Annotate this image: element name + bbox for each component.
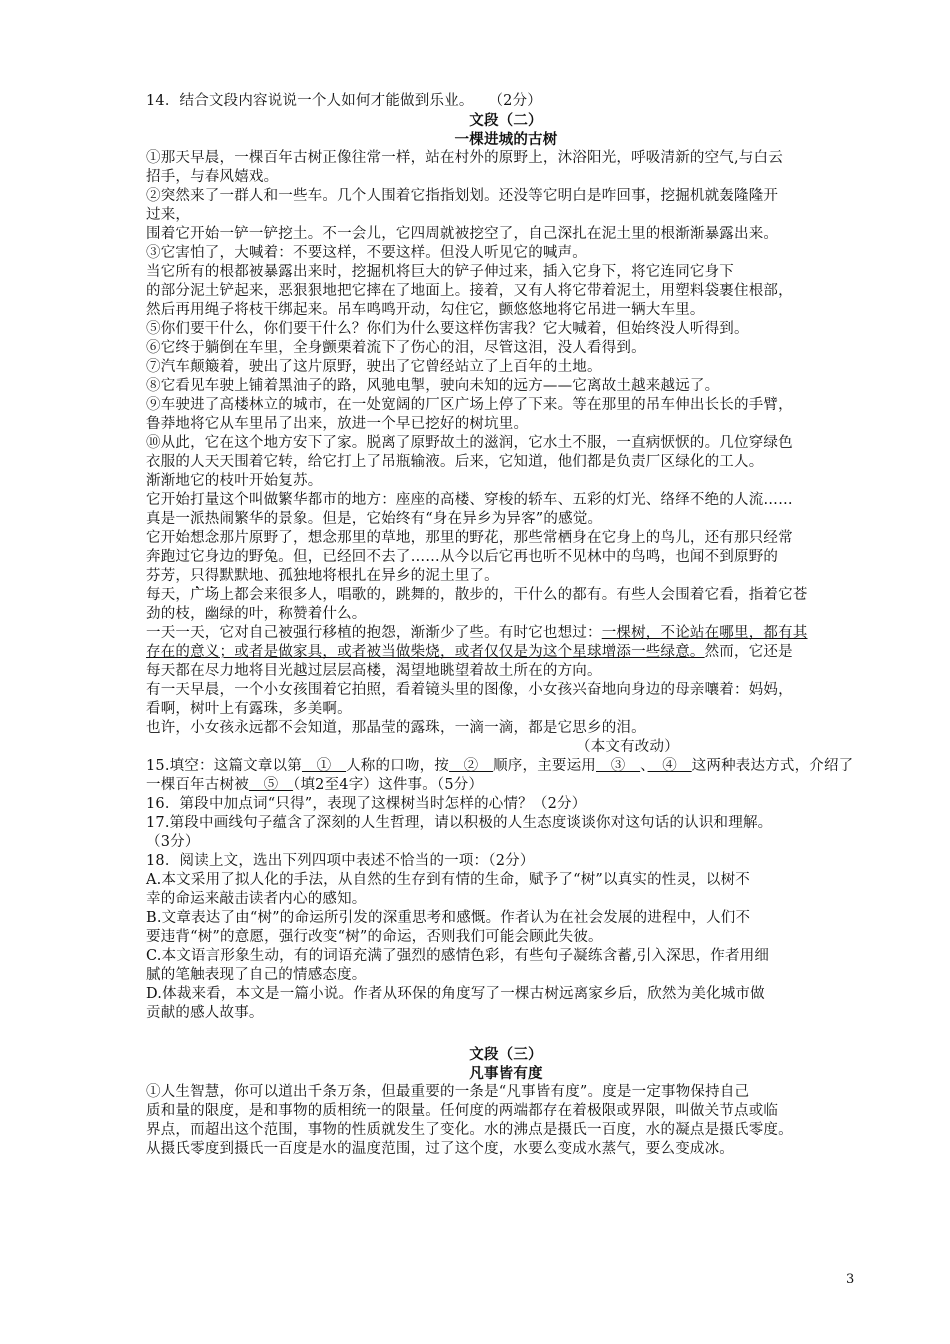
blank-1: ① [301,758,347,774]
paragraph-line: ①人生智慧，你可以道出千条万条，但最重要的一条是“凡事皆有度”。度是一定事物保持自己 [146,1084,750,1100]
section-3-heading: 文段（三） [469,1046,543,1063]
paragraph-line: 渐渐地它的枝叶开始复苏。 [146,473,323,489]
paragraph-line: 每天都在尽力地将目光越过层层高楼，渴望地眺望着故土所在的方向。 [146,663,602,679]
option-d: D.体裁来看，本文是一篇小说。作者从环保的角度写了一棵古树远离家乡后，欣然为美化城市做 [146,986,765,1002]
paragraph-line: 招手，与春风嬉戏。 [146,169,279,185]
text-run: 然而，它还是 [704,644,793,660]
paragraph-line: 真是一派热闹繁华的景象。但是，它始终有“身在异乡为异客”的感觉。 [146,511,603,527]
paragraph-line: 看啊，树叶上有露珠，多美啊。 [146,701,352,717]
text-run: （填2至4字）这件事。（5分） [293,777,484,793]
underlined-sentence: 一棵树，不论站在哪里，都有其 [601,625,808,641]
paragraph-line: 鲁莽地将它从车里吊了出来，放进一个早已挖好的树坑里。 [146,416,529,432]
page-number: 3 [846,1272,855,1287]
paragraph-line: 的部分泥土铲起来，恶狠狠地把它摔在了地面上。接着，又有人将它带着泥土，用塑料袋裹住根部， [146,283,793,299]
text-run: 默默地、孤独地将根扎在异乡的泥土里了。 [219,568,499,584]
option-c: C.本文语言形象生动，有的词语充满了强烈的感情色彩，有些句子凝练含蓄,引入深思，作者用细 [146,948,770,964]
paragraph-line: 它开始打量这个叫做繁华都市的地方：座座的高楼、穿梭的轿车、五彩的灯光、络绎不绝的人流…… [146,492,793,508]
paragraph-line: ②突然来了一群人和一些车。几个人围着它指指划划。还没等它明白是咋回事，挖掘机就轰隆隆开 [146,188,779,204]
paragraph-line: 过来， [146,207,191,223]
option-b-cont: 要违背“树”的意愿，强行改变“树”的命运，否则我们可能会顾此失彼。 [146,929,603,945]
paragraph-line: 当它所有的根都被暴露出来时，挖掘机将巨大的铲子伸过来，插入它身下，将它连同它身下 [146,264,734,280]
paragraph-line: 然后再用绳子将枝干绑起来。吊车鸣鸣开动，勾住它，颤悠悠地将它吊进一辆大车里。 [146,302,705,318]
question-17-points: （3分） [146,834,200,850]
question-18: 18．阅读上文，选出下列四项中表述不恰当的一项：（2分） [146,853,535,869]
text-run: 一天一天，它对自己被强行移植的抱怨，渐渐少了些。有时它也想过： [146,625,602,641]
paragraph-line: ⑨车驶进了高楼林立的城市，在一处宽阔的厂区广场上停了下来。等在那里的吊车伸出长长的手臂， [146,397,793,413]
section-2-title: 一棵进城的古树 [454,131,558,148]
paragraph-line: ⑤你们要干什么，你们要干什么？你们为什么要这样伤害我？它大喊着，但始终没人听得到。 [146,321,749,337]
paragraph-line: ⑧它看见车驶上铺着黑油子的路，风驰电掣，驶向未知的远方——它离故土越来越远了。 [146,378,720,394]
paragraph-line: 也许，小女孩永远都不会知道，那晶莹的露珠，一滴一滴，都是它思乡的泪。 [146,720,646,736]
question-15-cont [146,776,866,795]
paragraph-line: ⑩从此，它在这个地方安下了家。脱离了原野故土的滋润，它水土不服，一直病恹恹的。几位穿绿色 [146,435,793,451]
blank-2: ② [448,758,494,774]
option-c-cont: 腻的笔触表现了自己的情感态度。 [146,967,367,983]
option-b: B.文章表达了由“树”的命运所引发的深重思考和感慨。作者认为在社会发展的进程中，人们不 [146,910,751,926]
paragraph-line: ①那天早晨，一棵百年古树正像往常一样，站在村外的原野上，沐浴阳光，呼吸清新的空气,与白云 [146,150,783,166]
paragraph-line: 界点，而超出这个范围，事物的性质就发生了变化。水的沸点是摄氏一百度，水的凝点是摄氏零度。 [146,1122,793,1138]
paragraph-line [146,643,866,662]
text-run: 人称的口吻，按 [346,758,449,774]
underlined-sentence: 存在的意义；或者是做家具，或者被当做柴烧，或者仅仅是为这个星球增添一些绿意。 [146,644,705,660]
text-run: 、 [640,758,648,774]
question-15 [146,757,866,776]
question-14: 14．结合文段内容说说一个人如何才能做到乐业。 （2分） [146,93,542,109]
paragraph-line: 奔跑过它身边的野兔。但，已经回不去了……从今以后它再也听不见林中的鸟鸣，也闻不到原野的 [146,549,779,565]
paragraph-line: ⑦汽车颠簸着，驶出了这片原野，驶出了它曾经站立了上百年的土地。 [146,359,602,375]
section-3-title: 凡事皆有度 [469,1065,543,1082]
paragraph-line [146,624,866,643]
paragraph-line: 从摄氏零度到摄氏一百度是水的温度范围，过了这个度，水要么变成水蒸气，要么变成冰。 [146,1141,734,1157]
paragraph-line: 衣服的人天天围着它转，给它打上了吊瓶输液。后来，它知道，他们都是负责厂区绿化的工人。 [146,454,764,470]
spacer [146,1023,866,1045]
paragraph-line: ③它害怕了，大喊着：不要这样，不要这样。但没人听见它的喊声。 [146,245,587,261]
paragraph-line: 它开始想念那片原野了，想念那里的草地，那里的野花，那些常栖身在它身上的鸟儿，还有那只经常 [146,530,793,546]
text-run: 顺序，主要运用 [493,758,596,774]
section-2-heading: 文段（二） [469,112,543,129]
blank-4: ④ [647,758,692,774]
paragraph-line: 每天，广场上都会来很多人，唱歌的，跳舞的，散步的，干什么的都有。有些人会围着它看，指着它苍 [146,587,808,603]
text-run: 15.填空：这篇文章以第 [146,758,302,774]
text-run: 一棵百年古树被 [146,777,249,793]
paragraph-line: 有一天早晨，一个小女孩围着它拍照，看着镜头里的图像，小女孩兴奋地向身边的母亲嚷着：妈妈， [146,682,793,698]
text-run: 芬芳， [146,568,191,584]
paragraph-line: 质和量的限度，是和事物的质相统一的限量。任何度的两端都存在着极限或界限，叫做关节点或临 [146,1103,779,1119]
paragraph-line: 围着它开始一铲一铲挖土。不一会儿，它四周就被挖空了，自己深扎在泥土里的根渐渐暴露出来。 [146,226,779,242]
option-a: A.本文采用了拟人化的手法，从自然的生存到有情的生命，赋予了“树”以真实的性灵，以树不 [146,872,751,888]
blank-3: ③ [596,758,641,774]
paragraph-line: ⑥它终于躺倒在车里，全身颤栗着流下了伤心的泪，尽管这泪，没人看得到。 [146,340,646,356]
text-run: 这两种表达方式，介绍了 [691,758,854,774]
question-17: 17.第段中画线句子蕴含了深刻的人生哲理，请以积极的人生态度谈谈你对这句话的认识和理解。 [146,815,773,831]
paragraph-line [146,567,866,586]
document-page [146,92,866,1159]
source-note: （本文有改动） [576,739,679,755]
paragraph-line: 劲的枝，幽绿的叶，称赞着什么。 [146,606,367,622]
option-d-cont: 贡献的感人故事。 [146,1005,264,1021]
blank-5: ⑤ [248,777,294,793]
dotted-word: 只得 [190,568,220,584]
option-a-cont: 幸的命运来敲击读者内心的感知。 [146,891,367,907]
question-16: 16．第段中加点词“只得”，表现了这棵树当时怎样的心情？（2分） [146,796,587,812]
